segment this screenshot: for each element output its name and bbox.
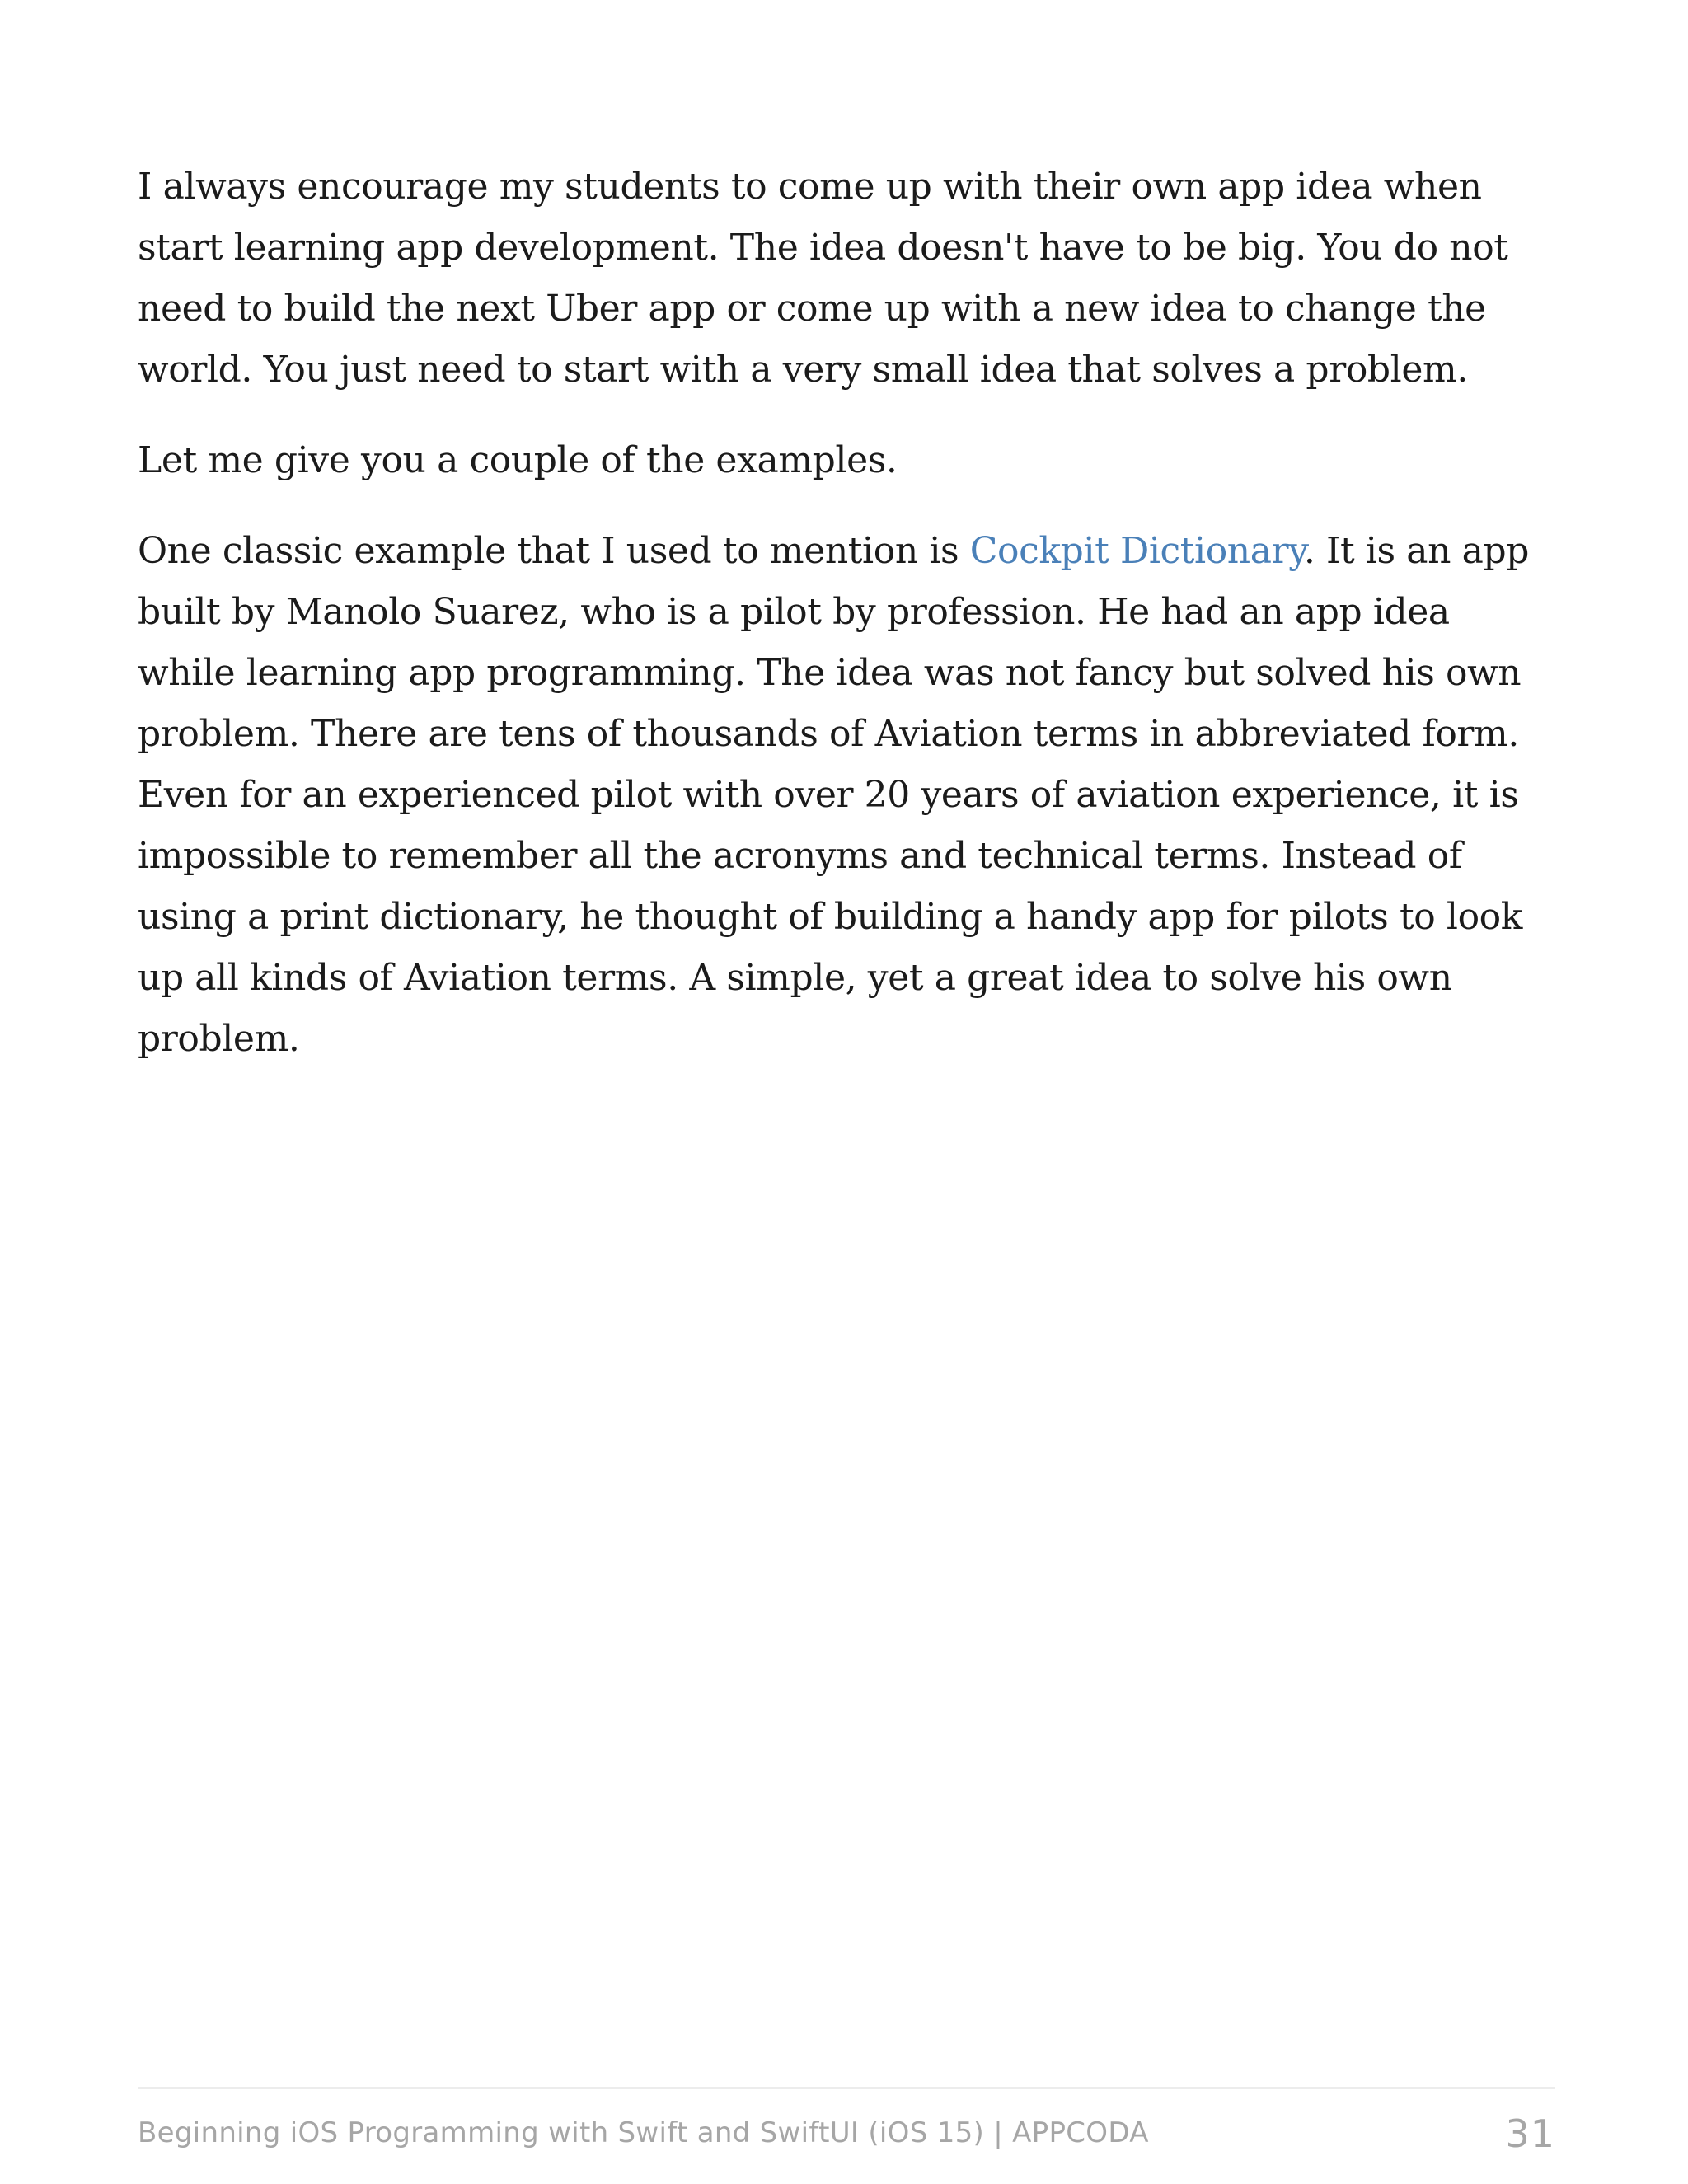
footer-book-title: Beginning iOS Programming with Swift and SwiftUI (iOS 15) | APPCODA	[138, 2116, 1149, 2149]
cockpit-dictionary-link[interactable]: Cockpit Dictionary	[969, 530, 1304, 572]
paragraph-intro: I always encourage my students to come up with their own app idea when start learning app development. The idea doesn't have to be big. You do not need to build the next Uber app or come up with a new idea to change the world. You just need to start with a very small idea that solves a problem.	[138, 166, 1508, 391]
paragraph-cockpit-dictionary	[138, 521, 1555, 1070]
paragraph-text-end: . It is an app built by Manolo Suarez, who is a pilot by profession. He had an app idea while learning app programming. The idea was not fancy but solved his own problem. There are tens of thousands of Aviation terms in abbreviated form. Even for an experienced pilot with over 20 years of aviation experience, it is impossible to remember all the acronyms and technical terms. Instead of using a print dictionary, he thought of building a handy app for pilots to look up all kinds of Aviation terms. A simple, yet a great idea to solve his own problem.	[138, 530, 1529, 1060]
paragraph-text-start: One classic example that I used to mention is	[138, 530, 970, 572]
paragraph-examples-lead: Let me give you a couple of the examples.	[138, 439, 898, 481]
page-body	[138, 157, 1555, 1099]
page-number: 31	[1505, 2111, 1555, 2156]
footer-divider	[138, 2087, 1555, 2089]
